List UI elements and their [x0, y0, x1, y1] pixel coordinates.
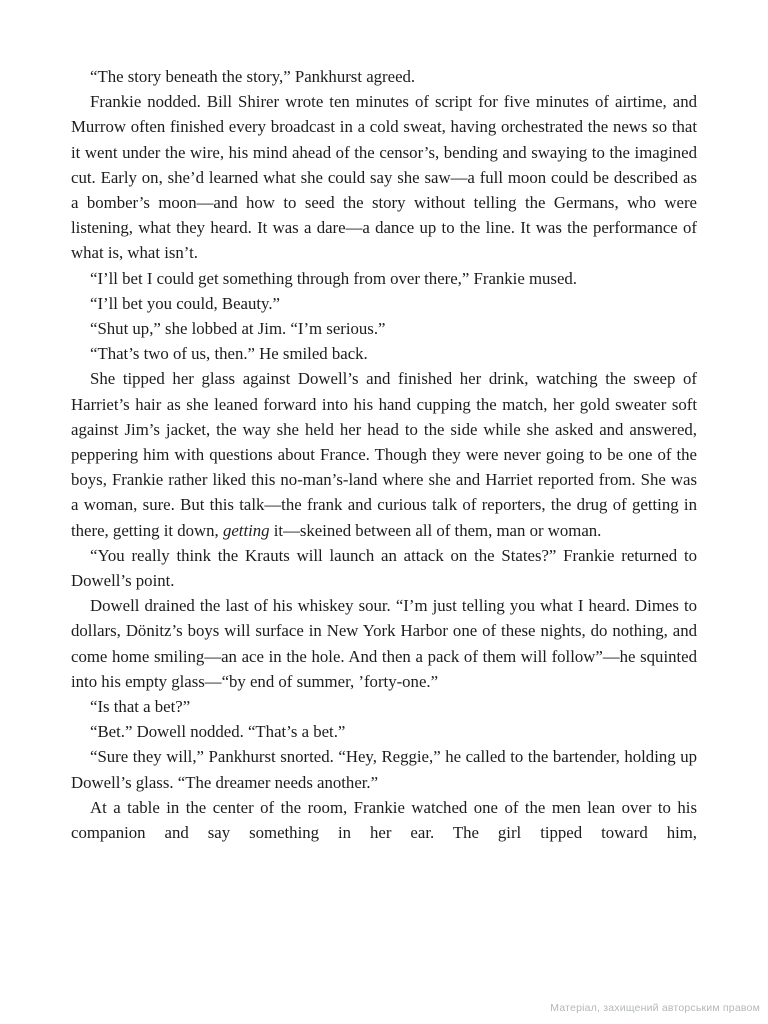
paragraph	[71, 694, 697, 719]
text-run: “The story beneath the story,” Pankhurst agreed.	[90, 67, 416, 86]
paragraph	[71, 719, 697, 744]
text-run: “Is that a bet?”	[90, 697, 191, 717]
text-run: Frankie nodded. Bill Shirer wrote ten minutes of script for five minutes of airtime, and Murrow often finished every broadcast in a cold sweat, having orchestrated the news so that it went under the wire, his mind ahead of the censor’s, bending and swaying to the imagined cut. Early on, she’d learned what she could say she saw—a full moon could be described as a bomber’s moon—and how to seed the story without telling the Germans, who were listening, what they heard. It was a dare—a dance up to the line. It was the performance of what is, what isn’t.	[71, 92, 697, 263]
copyright-watermark: Матеріал, захищений авторським правом	[550, 1002, 760, 1014]
paragraph	[71, 89, 697, 265]
text-run: She tipped her glass against Dowell’s and finished her drink, watching the sweep of Harriet’s hair as she leaned forward into his hand cupping the match, her gold sweater soft against Jim’s jacket, the way she held her head to the side while she asked and answered, peppering him with questions about France. Though they were never going to be one of the boys, Frankie rather liked this no-man’s-land where she and Harriet reported from. She was a woman, sure. But this talk—the frank and curious talk of reporters, the drug of getting in there, getting it down,	[71, 369, 697, 540]
text-run: “Bet.” Dowell nodded. “That’s a bet.”	[90, 722, 346, 742]
text-run: “I’ll bet you could, Beauty.”	[90, 293, 280, 313]
paragraph	[71, 543, 697, 593]
paragraph	[71, 341, 697, 366]
text-run: “You really think the Krauts will launch an attack on the States?” Frankie returned to Dowell’s point.	[71, 545, 697, 591]
paragraph	[71, 266, 697, 291]
text-run: At a table in the center of the room, Frankie watched one of the men lean over to his companion and say something in her ear. The girl tipped toward him,	[71, 797, 697, 843]
paragraph	[71, 593, 697, 694]
text-run: “Shut up,” she lobbed at Jim. “I’m serious.”	[90, 319, 386, 339]
paragraph	[71, 291, 697, 316]
italic-text-run: getting	[222, 520, 270, 540]
page-text	[71, 64, 697, 845]
paragraph	[71, 366, 697, 542]
text-run: “Sure they will,” Pankhurst snorted. “Hey, Reggie,” he called to the bartender, holding up Dowell’s glass. “The dreamer needs another.”	[71, 747, 697, 792]
paragraph	[71, 744, 697, 794]
text-run: “I’ll bet I could get something through from over there,” Frankie mused.	[90, 268, 577, 288]
paragraph	[71, 795, 697, 845]
text-run: it—skeined between all of them, man or woman.	[269, 520, 602, 540]
text-run: “That’s two of us, then.” He smiled back.	[90, 344, 368, 364]
paragraph	[71, 64, 697, 89]
paragraph	[71, 316, 697, 341]
text-run: Dowell drained the last of his whiskey sour. “I’m just telling you what I heard. Dimes to dollars, Dönitz’s boys will surface in New York Harbor one of these nights, do nothing, and come home smiling—an ace in the hole. And then a pack of them will follow”—he squinted into his empty glass—“by end of summer, ’forty-one.”	[71, 596, 697, 691]
